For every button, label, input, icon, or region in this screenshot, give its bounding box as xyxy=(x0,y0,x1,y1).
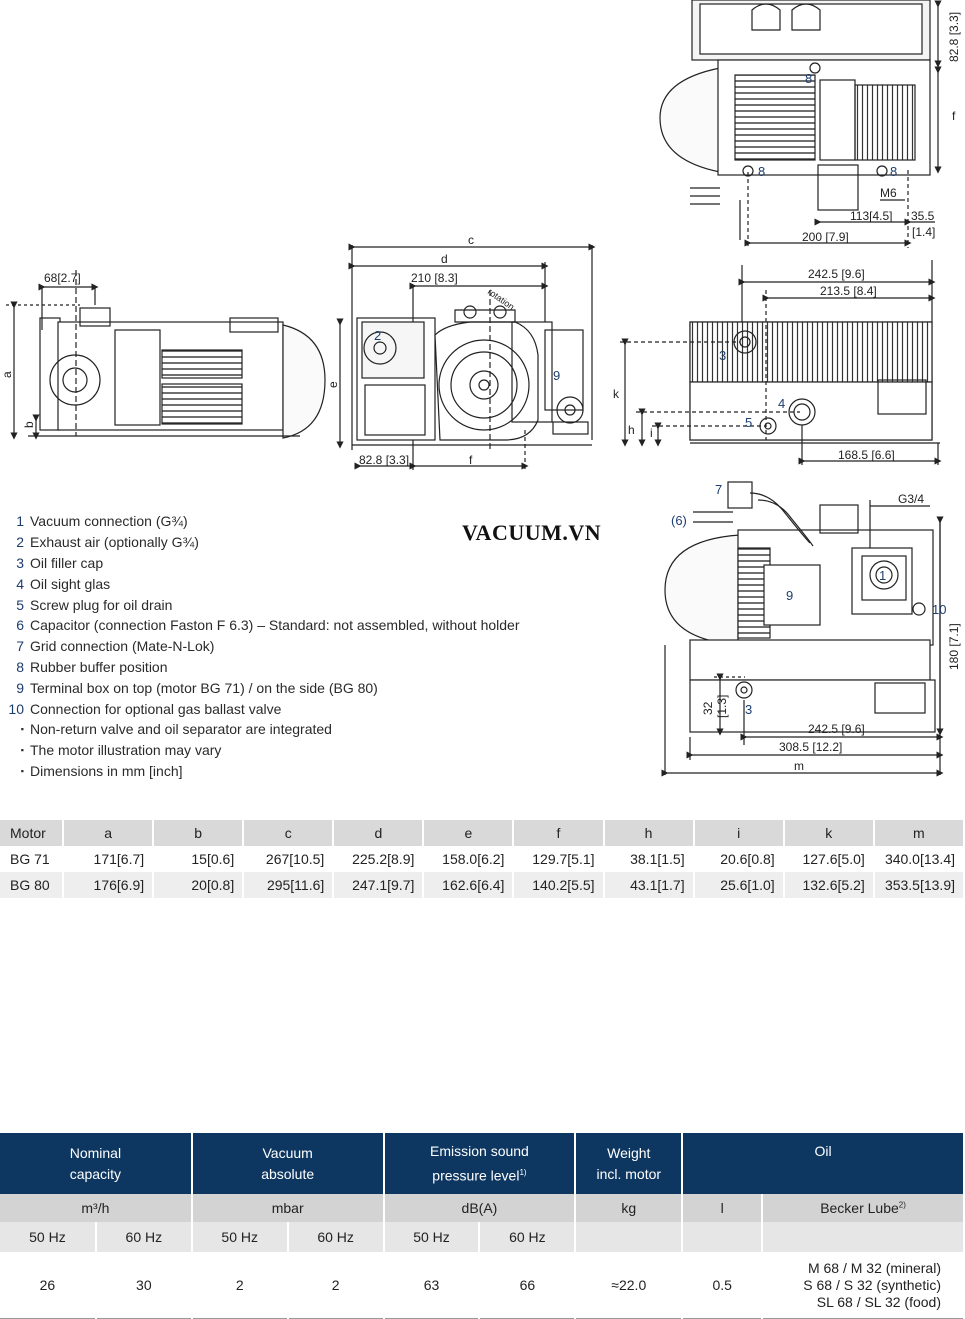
frequency-cell: 60 Hz xyxy=(288,1222,384,1252)
brand-watermark: VACUUM.VN xyxy=(462,520,602,545)
front-view xyxy=(340,245,592,470)
table-row xyxy=(0,1252,964,1319)
legend-text: Oil sight glas xyxy=(30,575,111,592)
dim-label: M6 xyxy=(880,186,897,200)
frequency-cell: 50 Hz xyxy=(384,1222,480,1252)
table-cell: 2 xyxy=(192,1252,288,1319)
oil-type: M 68 / M 32 (mineral) xyxy=(807,1259,941,1276)
legend-item xyxy=(6,553,606,574)
legend-text: Grid connection (Mate-N-Lok) xyxy=(30,638,215,655)
callout-number: 10 xyxy=(932,602,947,617)
dim-label: G3/4 xyxy=(898,492,925,506)
table-cell: 0.5 xyxy=(682,1252,762,1319)
dim-label: d xyxy=(441,252,448,266)
legend-note xyxy=(6,740,606,761)
dim-label: 113[4.5] xyxy=(850,209,893,223)
oil-types-cell xyxy=(762,1252,964,1319)
table-cell: 247.1[9.7] xyxy=(333,872,423,898)
dim-label: 35.5 xyxy=(911,209,935,223)
unit-cell: l xyxy=(682,1194,762,1222)
column-header: e xyxy=(423,820,513,846)
group-header: Emission sound pressure level$^{1)}$ xyxy=(384,1133,576,1194)
legend-number: 4 xyxy=(16,575,24,592)
frequency-cell xyxy=(762,1222,964,1252)
bullet: ▪ xyxy=(20,724,24,735)
table-cell: 267[10.5] xyxy=(243,846,333,872)
legend-text: Dimensions in mm [inch] xyxy=(30,762,183,779)
callout-number: 3 xyxy=(719,348,727,363)
dim-label: i xyxy=(650,426,653,440)
legend-text: Rubber buffer position xyxy=(30,658,168,675)
callout-number: 9 xyxy=(786,588,794,603)
units-row xyxy=(0,1194,964,1222)
unit-cell: mbar xyxy=(192,1194,384,1222)
dim-label: c xyxy=(468,233,474,247)
frequency-cell xyxy=(682,1222,762,1252)
bullet: ▪ xyxy=(20,745,24,756)
unit-cell: Becker Lube$^{2)}$ xyxy=(762,1194,964,1222)
frequency-row xyxy=(0,1222,964,1252)
legend-item xyxy=(6,677,606,698)
legend-text: Connection for optional gas ballast valve xyxy=(30,700,282,717)
rotation-label: rotation xyxy=(485,286,517,312)
dim-label: 68[2.7] xyxy=(44,271,81,285)
legend-number: 1 xyxy=(16,513,24,530)
table-cell: 43.1[1.7] xyxy=(604,872,694,898)
legend-text: Exhaust air (optionally G¾) xyxy=(30,534,199,551)
callout-number: 7 xyxy=(715,482,723,497)
dim-label: k xyxy=(613,387,619,401)
legend-number: 2 xyxy=(16,534,24,551)
top-view xyxy=(660,0,938,248)
callout-number: 5 xyxy=(745,415,753,430)
frequency-cell: 50 Hz xyxy=(192,1222,288,1252)
legend-text: Non-return valve and oil separator are integrated xyxy=(30,721,332,738)
group-header: Oil xyxy=(682,1133,964,1194)
column-header: k xyxy=(784,820,874,846)
column-header: f xyxy=(513,820,603,846)
table-cell: 353.5[13.9] xyxy=(874,872,964,898)
unit-cell: kg xyxy=(575,1194,682,1222)
legend-text: Screw plug for oil drain xyxy=(30,596,173,613)
callout-number: 8 xyxy=(758,164,766,179)
dim-label: 200 [7.9] xyxy=(802,230,849,244)
dim-label: e xyxy=(326,381,340,388)
dim-label: 242.5 [9.6] xyxy=(808,267,865,281)
table-cell: BG 71 xyxy=(0,846,63,872)
dim-label: h xyxy=(628,423,635,437)
table-row xyxy=(0,846,964,872)
bottom-view xyxy=(665,482,940,775)
table-cell: 171[6.7] xyxy=(63,846,153,872)
legend-item xyxy=(6,573,606,594)
table-cell: 20.6[0.8] xyxy=(694,846,784,872)
table-cell: 26 xyxy=(0,1252,96,1319)
dim-label: 308.5 [12.2] xyxy=(779,740,843,754)
legend-item xyxy=(6,698,606,719)
group-header: Nominal capacity xyxy=(0,1133,192,1194)
callout-number: 3 xyxy=(745,702,753,717)
legend-list xyxy=(6,511,606,781)
table-cell: 20[0.8] xyxy=(153,872,243,898)
table-cell: 66 xyxy=(479,1252,575,1319)
callout-number: 2 xyxy=(374,328,382,343)
legend-text: Terminal box on top (motor BG 71) / on the side (BG 80) xyxy=(30,679,378,696)
legend-item xyxy=(6,657,606,678)
oil-type: SL 68 / SL 32 (food) xyxy=(816,1293,941,1310)
column-header: i xyxy=(694,820,784,846)
table-cell: 295[11.6] xyxy=(243,872,333,898)
table-cell: 15[0.6] xyxy=(153,846,243,872)
unit-cell: m³/h xyxy=(0,1194,192,1222)
frequency-cell: 60 Hz xyxy=(96,1222,192,1252)
dim-label: 210 [8.3] xyxy=(411,271,458,285)
table-header-row xyxy=(0,1133,964,1194)
legend-item xyxy=(6,636,606,657)
legend-number: 5 xyxy=(16,596,24,613)
legend-text: Vacuum connection (G¾) xyxy=(30,513,188,530)
dim-label: 242.5 [9.6] xyxy=(808,722,865,736)
callout-number: 1 xyxy=(879,568,887,583)
table-cell: 140.2[5.5] xyxy=(513,872,603,898)
legend-note xyxy=(6,761,606,782)
table-cell: 127.6[5.0] xyxy=(784,846,874,872)
table-cell: 340.0[13.4] xyxy=(874,846,964,872)
frequency-cell: 50 Hz xyxy=(0,1222,96,1252)
dim-label: m xyxy=(794,759,804,773)
column-header: h xyxy=(604,820,694,846)
dim-label: 168.5 [6.6] xyxy=(838,448,895,462)
table-row xyxy=(0,872,964,898)
legend-item xyxy=(6,594,606,615)
table-cell: 132.6[5.2] xyxy=(784,872,874,898)
legend-item xyxy=(6,615,606,636)
dim-label: [1.4] xyxy=(912,225,936,239)
table-cell: ≈22.0 xyxy=(575,1252,682,1319)
column-header: c xyxy=(243,820,333,846)
table-cell: 30 xyxy=(96,1252,192,1319)
callout-number: 4 xyxy=(778,396,786,411)
legend-note xyxy=(6,719,606,740)
legend-text: Oil filler cap xyxy=(30,554,104,571)
legend-text: Capacitor (connection Faston F 6.3) – Standard: not assembled, without holder xyxy=(30,617,520,634)
legend-number: 6 xyxy=(16,617,24,634)
oil-type: S 68 / S 32 (synthetic) xyxy=(803,1276,941,1293)
dim-label: 180 [7.1] xyxy=(947,623,961,670)
group-header: Weight incl. motor xyxy=(575,1133,682,1194)
side-view-left xyxy=(6,270,325,438)
callout-number: 9 xyxy=(553,368,561,383)
unit-cell: dB(A) xyxy=(384,1194,576,1222)
callout-number: 8 xyxy=(805,71,813,86)
dim-label: 213.5 [8.4] xyxy=(820,284,877,298)
dim-label: 32 xyxy=(701,701,715,715)
dim-label: [1.3] xyxy=(715,694,729,718)
dim-label: a xyxy=(0,371,14,378)
table-cell: 129.7[5.1] xyxy=(513,846,603,872)
callout-number: (6) xyxy=(671,513,687,528)
dim-label: 82.8 [3.3] xyxy=(947,11,961,62)
legend-number: 10 xyxy=(8,700,24,717)
dim-label: f xyxy=(469,453,473,467)
bullet: ▪ xyxy=(20,765,24,776)
table-cell: 162.6[6.4] xyxy=(423,872,513,898)
column-header: Motor xyxy=(0,820,63,846)
table-cell: 176[6.9] xyxy=(63,872,153,898)
frequency-cell: 60 Hz xyxy=(479,1222,575,1252)
column-header: a xyxy=(63,820,153,846)
legend-number: 3 xyxy=(16,554,24,571)
column-header: d xyxy=(333,820,423,846)
table-cell: 25.6[1.0] xyxy=(694,872,784,898)
callout-number: 8 xyxy=(890,164,898,179)
dim-label: 82.8 [3.3] xyxy=(359,453,410,467)
column-header: m xyxy=(874,820,964,846)
table-cell: 63 xyxy=(384,1252,480,1319)
legend-number: 7 xyxy=(16,638,24,655)
table-cell: BG 80 xyxy=(0,872,63,898)
dimensions-table xyxy=(0,820,965,898)
frequency-cell xyxy=(575,1222,682,1252)
right-side-view xyxy=(620,260,940,465)
legend-text: The motor illustration may vary xyxy=(30,742,222,759)
column-header: b xyxy=(153,820,243,846)
table-header-row xyxy=(0,820,964,846)
technical-data-table xyxy=(0,1133,965,1319)
table-cell: 158.0[6.2] xyxy=(423,846,513,872)
table-cell: 2 xyxy=(288,1252,384,1319)
table-cell: 225.2[8.9] xyxy=(333,846,423,872)
table-cell: 38.1[1.5] xyxy=(604,846,694,872)
group-header: Vacuum absolute xyxy=(192,1133,384,1194)
legend-number: 8 xyxy=(16,658,24,675)
dim-label: f xyxy=(952,109,956,123)
dim-label: b xyxy=(22,421,36,428)
legend-number: 9 xyxy=(16,679,24,696)
